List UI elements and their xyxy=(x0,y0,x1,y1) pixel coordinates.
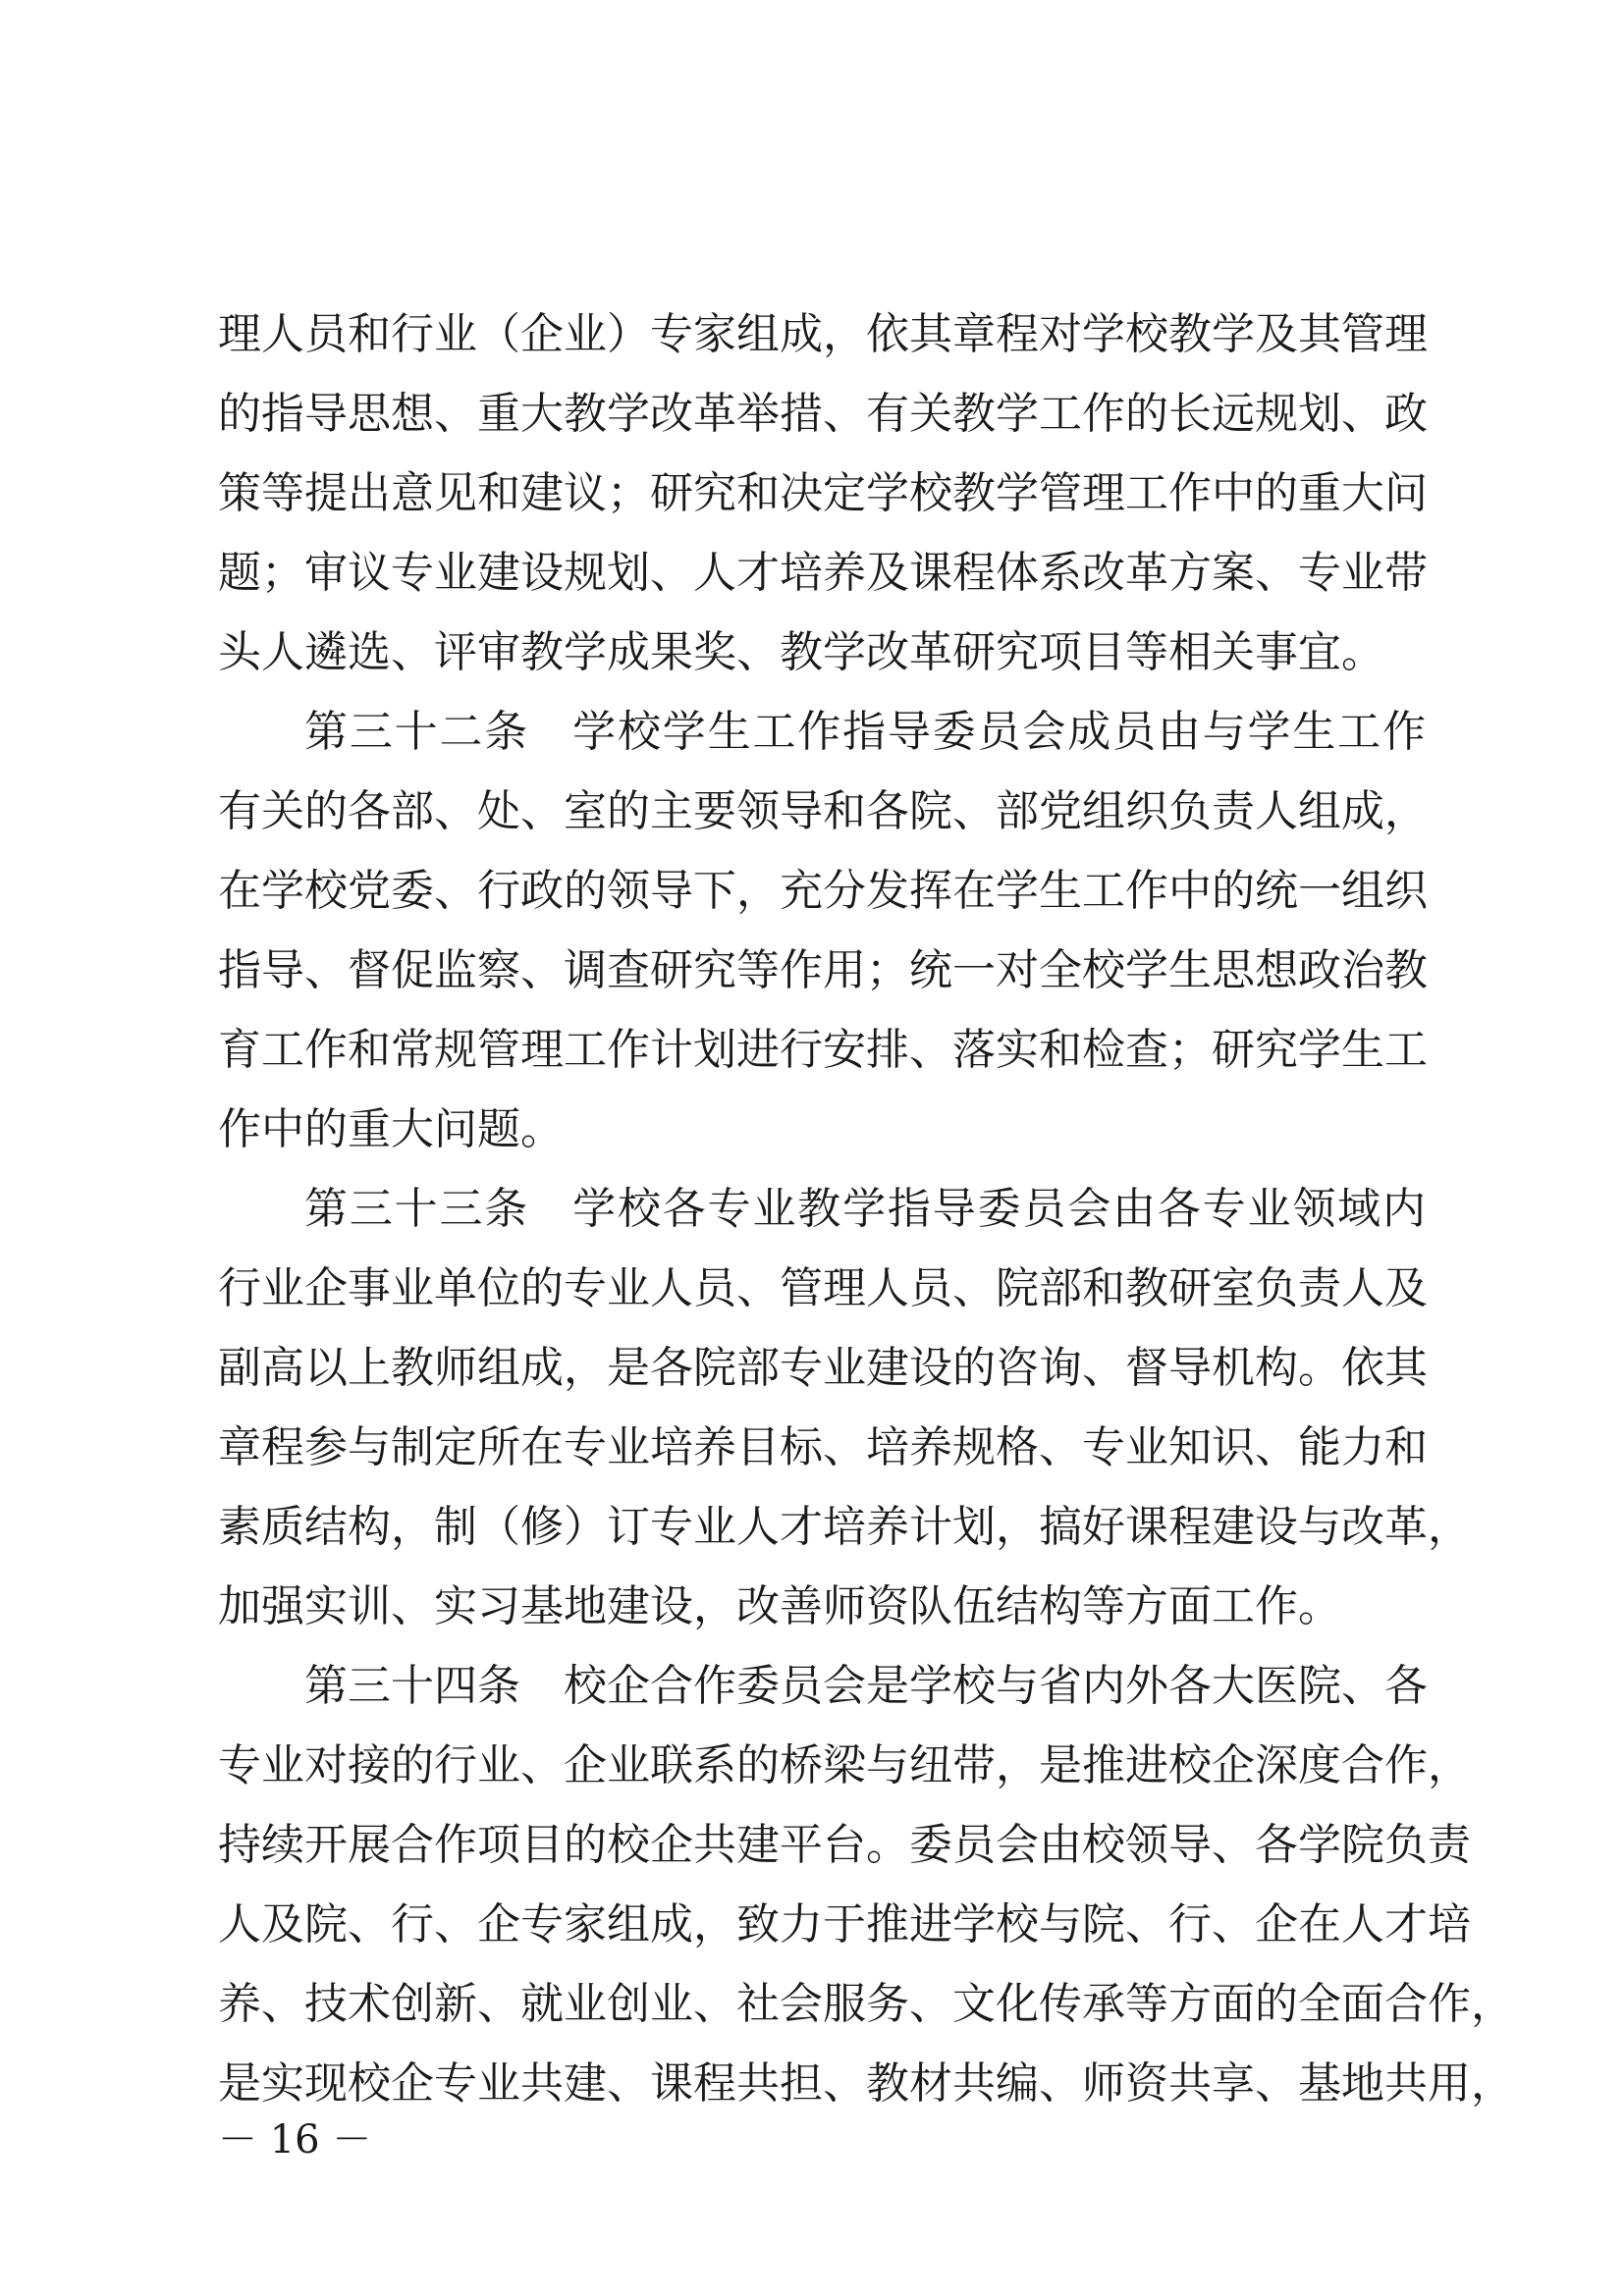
text-line: 题；审议专业建设规划、人才培养及课程体系改革方案、专业带 xyxy=(218,548,1428,598)
article-33 xyxy=(218,1169,1471,1646)
text-line: 作中的重大问题。 xyxy=(218,1104,564,1154)
article-first-line xyxy=(218,692,1426,772)
text-line: 学校各专业教学指导委员会由各专业领域内 xyxy=(572,1184,1427,1234)
text-line: 策等提出意见和建议；研究和决定学校教学管理工作中的重大问 xyxy=(218,468,1428,518)
text-line: 素质结构，制（修）订专业人才培养计划，搞好课程建设与改革， xyxy=(218,1502,1471,1552)
article-first-line xyxy=(218,1646,1426,1726)
article-number: 第三十三条 xyxy=(304,1184,530,1234)
text-line: 行业企事业单位的专业人员、管理人员、院部和教研室负责人及 xyxy=(218,1263,1428,1313)
text-line: 头人遴选、评审教学成果奖、教学改革研究项目等相关事宜。 xyxy=(218,627,1384,677)
article-32 xyxy=(218,692,1426,1169)
text-line: 校企合作委员会是学校与省内外各大医院、各 xyxy=(564,1661,1428,1711)
text-line: 养、技术创新、就业创业、社会服务、文化传承等方面的全面合作， xyxy=(218,1979,1514,2029)
text-line: 的指导思想、重大教学改革举措、有关教学工作的长远规划、政 xyxy=(218,389,1428,439)
text-line: 在学校党委、行政的领导下，充分发挥在学生工作中的统一组织 xyxy=(218,866,1428,916)
paragraph-continuation xyxy=(218,294,1426,692)
article-first-line xyxy=(218,1169,1426,1249)
text-line: 持续开展合作项目的校企共建平台。委员会由校领导、各学院负责 xyxy=(218,1820,1471,1870)
page-number: － 16 － xyxy=(218,2117,372,2163)
text-line: 理人员和行业（企业）专家组成，依其章程对学校教学及其管理 xyxy=(218,309,1428,359)
page-body xyxy=(218,294,1514,2123)
text-line: 学校学生工作指导委员会成员由与学生工作 xyxy=(572,707,1427,757)
text-line: 育工作和常规管理工作计划进行安排、落实和检查；研究学生工 xyxy=(218,1025,1428,1075)
text-line: 指导、督促监察、调查研究等作用；统一对全校学生思想政治教 xyxy=(218,945,1428,995)
text-line: 有关的各部、处、室的主要领导和各院、部党组织负责人组成， xyxy=(218,786,1428,836)
article-number: 第三十四条 xyxy=(304,1661,520,1711)
text-line: 专业对接的行业、企业联系的桥梁与纽带，是推进校企深度合作， xyxy=(218,1740,1471,1790)
article-34 xyxy=(218,1646,1514,2123)
text-line: 人及院、行、企专家组成，致力于推进学校与院、行、企在人才培 xyxy=(218,1899,1471,1949)
text-line: 是实现校企专业共建、课程共担、教材共编、师资共享、基地共用， xyxy=(218,2058,1514,2109)
text-line: 副高以上教师组成，是各院部专业建设的咨询、督导机构。依其 xyxy=(218,1343,1428,1393)
text-line: 章程参与制定所在专业培养目标、培养规格、专业知识、能力和 xyxy=(218,1422,1428,1472)
article-number: 第三十二条 xyxy=(304,707,530,757)
text-line: 加强实训、实习基地建设，改善师资队伍结构等方面工作。 xyxy=(218,1581,1341,1631)
